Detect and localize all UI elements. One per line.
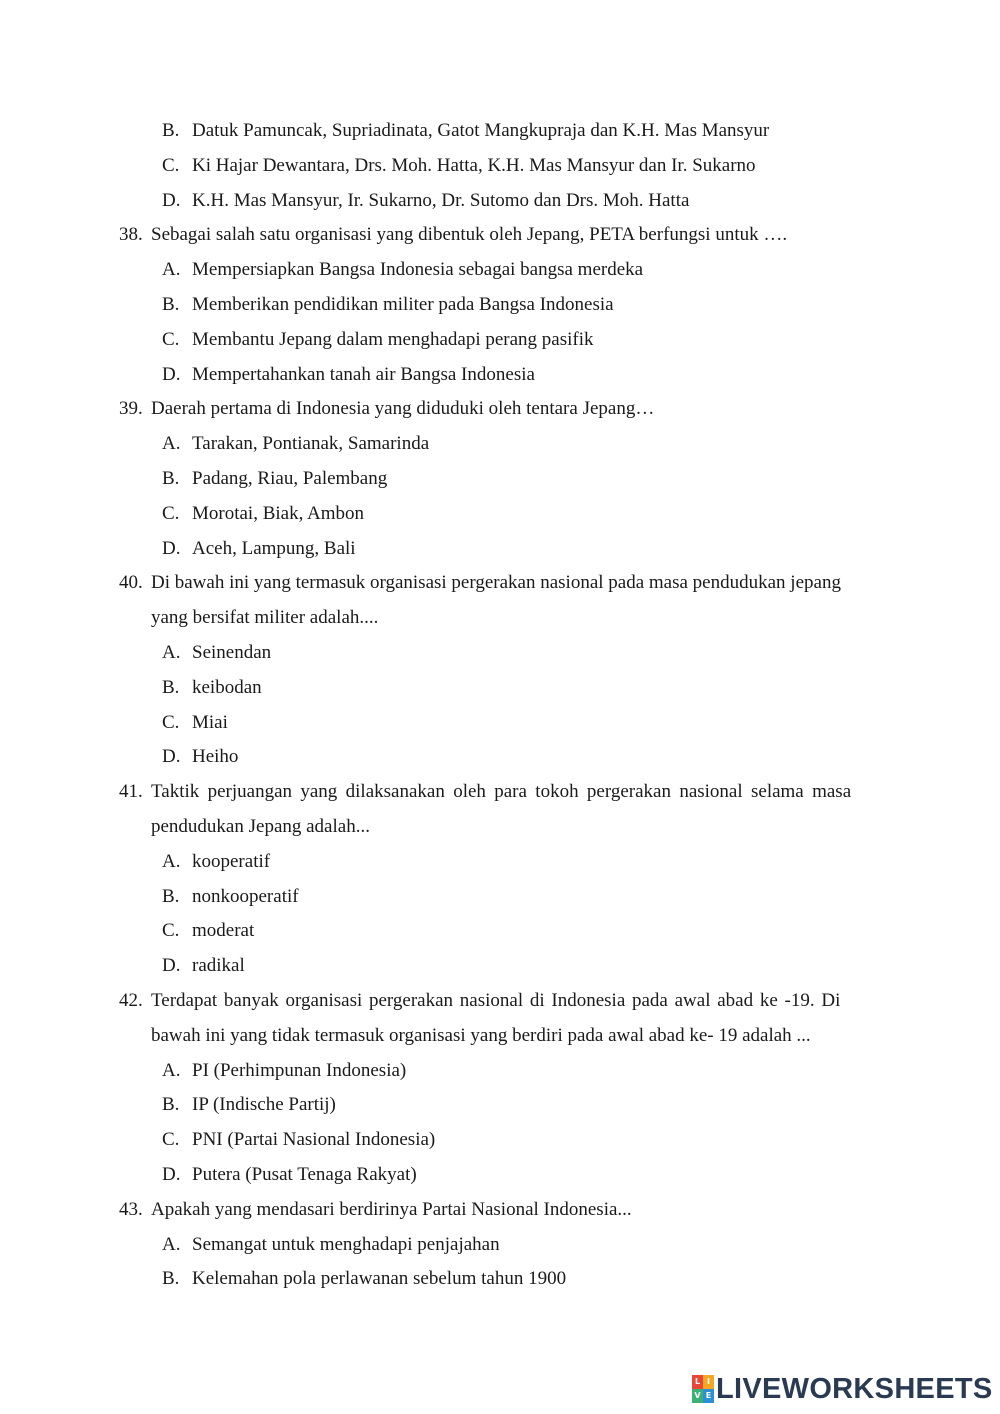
q40-question-cont <box>0 601 1000 636</box>
q40-question <box>0 566 879 601</box>
option-letter: A. <box>162 433 181 455</box>
q42-option-b[interactable] <box>0 1088 1000 1123</box>
question-text-line2: pendudukan Jepang adalah... <box>151 815 370 837</box>
liveworksheets-logo <box>692 1372 993 1406</box>
q42-option-a[interactable] <box>0 1054 1000 1089</box>
question-number: 43. <box>119 1198 143 1220</box>
q38-option-b[interactable] <box>0 288 1000 323</box>
option-text: Putera (Pusat Tenaga Rakyat) <box>192 1163 417 1185</box>
option-text: IP (Indische Partij) <box>192 1094 336 1116</box>
q41-question <box>0 775 879 810</box>
option-letter: A. <box>162 641 181 663</box>
question-text-line1: Terdapat banyak organisasi pergerakan nasional di Indonesia pada awal abad ke -19. Di <box>151 989 841 1011</box>
liveworksheets-logo-icon <box>692 1375 714 1403</box>
option-letter: B. <box>162 467 180 489</box>
q39-option-a[interactable] <box>0 427 1000 462</box>
logo-icon-square: V <box>692 1389 703 1403</box>
q43-option-a[interactable] <box>0 1228 1000 1263</box>
question-number: 42. <box>119 989 143 1011</box>
q40-option-a[interactable] <box>0 636 1000 671</box>
q38-option-d[interactable] <box>0 358 1000 393</box>
question-list <box>0 114 1000 1297</box>
question-text-line1: Di bawah ini yang termasuk organisasi pergerakan nasional pada masa pendudukan jepang <box>151 572 841 594</box>
q40-option-d[interactable] <box>0 740 1000 775</box>
option-text: Morotai, Biak, Ambon <box>192 502 365 524</box>
question-text-line1: Taktik perjuangan yang dilaksanakan oleh para tokoh pergerakan nasional selama masa <box>151 781 852 803</box>
logo-icon-square: L <box>692 1375 703 1389</box>
q37-option-b[interactable] <box>0 114 1000 149</box>
q40-option-b[interactable] <box>0 671 1000 706</box>
option-text: Semangat untuk menghadapi penjajahan <box>192 1233 500 1255</box>
q41-option-a[interactable] <box>0 845 1000 880</box>
question-text: Apakah yang mendasari berdirinya Partai Nasional Indonesia... <box>151 1198 632 1220</box>
option-text: PI (Perhimpunan Indonesia) <box>192 1059 407 1081</box>
option-text: Ki Hajar Dewantara, Drs. Moh. Hatta, K.H. Mas Mansyur dan Ir. Sukarno <box>192 154 756 176</box>
option-letter: A. <box>162 1233 181 1255</box>
q39-option-d[interactable] <box>0 532 1000 567</box>
question-number: 40. <box>119 572 143 594</box>
option-letter: C. <box>162 711 180 733</box>
option-letter: C. <box>162 154 180 176</box>
option-text: Kelemahan pola perlawanan sebelum tahun 1900 <box>192 1268 567 1290</box>
q41-option-b[interactable] <box>0 880 1000 915</box>
q38-option-c[interactable] <box>0 323 1000 358</box>
option-text: PNI (Partai Nasional Indonesia) <box>192 1129 436 1151</box>
option-letter: B. <box>162 676 180 698</box>
option-text: Miai <box>192 711 228 733</box>
q37-option-c[interactable] <box>0 149 1000 184</box>
option-text: Padang, Riau, Palembang <box>192 467 388 489</box>
option-letter: C. <box>162 1129 180 1151</box>
option-letter: B. <box>162 293 180 315</box>
option-text: Aceh, Lampung, Bali <box>192 537 356 559</box>
question-text-line2: bawah ini yang tidak termasuk organisasi yang berdiri pada awal abad ke- 19 adalah ... <box>151 1024 811 1046</box>
option-text: keibodan <box>192 676 262 698</box>
option-text: Datuk Pamuncak, Supriadinata, Gatot Mangkupraja dan K.H. Mas Mansyur <box>192 120 770 141</box>
q42-option-c[interactable] <box>0 1123 1000 1158</box>
q42-question <box>0 984 879 1019</box>
option-letter: D. <box>162 1163 181 1185</box>
logo-icon-square: E <box>703 1389 714 1403</box>
option-letter: B. <box>162 120 180 141</box>
q39-question <box>0 392 879 427</box>
option-letter: D. <box>162 746 181 768</box>
option-letter: D. <box>162 363 181 385</box>
q43-option-b[interactable] <box>0 1262 1000 1297</box>
option-text: Tarakan, Pontianak, Samarinda <box>192 433 430 455</box>
option-letter: D. <box>162 537 181 559</box>
option-letter: C. <box>162 328 180 350</box>
q41-question-cont <box>0 810 1000 845</box>
option-letter: A. <box>162 850 181 872</box>
option-text: nonkooperatif <box>192 885 299 907</box>
option-letter: A. <box>162 1059 181 1081</box>
q38-question <box>0 218 879 253</box>
option-text: Memberikan pendidikan militer pada Bangsa Indonesia <box>192 293 614 315</box>
question-text: Daerah pertama di Indonesia yang diduduki oleh tentara Jepang… <box>151 398 655 420</box>
option-letter: B. <box>162 885 180 907</box>
q41-option-c[interactable] <box>0 914 1000 949</box>
q42-question-cont <box>0 1019 1000 1054</box>
question-number: 38. <box>119 224 143 246</box>
q39-option-b[interactable] <box>0 462 1000 497</box>
q43-question <box>0 1193 879 1228</box>
q40-option-c[interactable] <box>0 706 1000 741</box>
q37-option-d[interactable] <box>0 184 1000 219</box>
option-text: Seinendan <box>192 641 272 663</box>
option-text: Membantu Jepang dalam menghadapi perang pasifik <box>192 328 594 350</box>
option-letter: B. <box>162 1268 180 1290</box>
option-text: Mempertahankan tanah air Bangsa Indonesia <box>192 363 535 385</box>
q39-option-c[interactable] <box>0 497 1000 532</box>
option-text: Mempersiapkan Bangsa Indonesia sebagai bangsa merdeka <box>192 259 644 281</box>
question-text-line2: yang bersifat militer adalah.... <box>151 607 379 629</box>
option-letter: D. <box>162 189 181 211</box>
q38-option-a[interactable] <box>0 253 1000 288</box>
q42-option-d[interactable] <box>0 1158 1000 1193</box>
question-text: Sebagai salah satu organisasi yang dibentuk oleh Jepang, PETA berfungsi untuk …. <box>151 224 788 246</box>
option-letter: A. <box>162 259 181 281</box>
logo-icon-square: I <box>703 1375 714 1389</box>
option-text: kooperatif <box>192 850 271 872</box>
option-letter: C. <box>162 920 180 942</box>
option-letter: D. <box>162 955 181 977</box>
option-text: moderat <box>192 920 255 942</box>
question-number: 41. <box>119 781 143 803</box>
option-letter: B. <box>162 1094 180 1116</box>
option-text: K.H. Mas Mansyur, Ir. Sukarno, Dr. Sutomo dan Drs. Moh. Hatta <box>192 189 690 211</box>
option-text: Heiho <box>192 746 239 768</box>
q41-option-d[interactable] <box>0 949 1000 984</box>
question-number: 39. <box>119 398 143 420</box>
logo-text: LIVEWORKSHEETS <box>716 1372 993 1405</box>
option-letter: C. <box>162 502 180 524</box>
option-text: radikal <box>192 955 245 977</box>
